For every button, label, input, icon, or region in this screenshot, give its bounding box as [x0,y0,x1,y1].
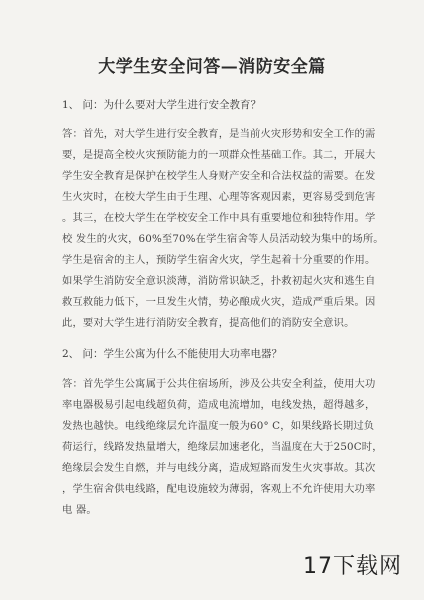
answer-2-line: 答：首先学生公寓属于公共住宿场所，涉及公共安全利益，使用大功 [62,378,376,390]
answer-1-line: 生火灾时，在校大学生由于生理、心理等客观因素，更容易受到危害 [62,191,376,203]
answer-1-line: 救互救能力低下，一旦发生火情，势必酿成火灾，造成严重后果。因 [62,296,376,308]
answer-1-line: 学生安全教育是保护在校学生人身财产安全和合法权益的需要。在发 [62,170,376,182]
watermark: 17下载网 [303,554,402,579]
answer-2-line: 发热也越快。电线绝缘层允许温度一般为60° C，如果线路长期过负 [62,420,375,432]
answer-2-line: 电 器。 [62,504,97,516]
answer-2-line: 率电器极易引起电线超负荷，造成电流增加，电线发热，超得越多， [62,399,376,411]
answer-1-line: 答：首先，对大学生进行安全教育，是当前火灾形势和安全工作的需 [62,128,376,140]
question-1: 1、 问：为什么要对大学生进行安全教育？ [62,99,262,111]
answer-1-line: 校 发生的火灾，60%至70%在学生宿舍等人员活动较为集中的场所。 [62,233,384,245]
answer-1-line: 。其三，在校大学生在学校安全工作中具有重要地位和独特作用。学 [62,212,376,224]
answer-2-line: ，学生宿舍供电线路，配电设施较为薄弱，客观上不允许使用大功率 [62,483,376,495]
answer-1-line: 此，要对大学生进行消防安全教育，提高他们的消防安全意识。 [62,317,355,329]
answer-1-line: 要，是提高全校火灾预防能力的一项群众性基础工作。其二，开展大 [62,149,376,161]
answer-1-line: 学生是宿舍的主人，预防学生宿舍火灾，学生起着十分重要的作用。 [62,254,376,266]
answer-1-line: 如果学生消防安全意识淡薄，消防常识缺乏，扑救初起火灾和逃生自 [62,275,376,287]
question-2: 2、 问：学生公寓为什么不能使用大功率电器？ [62,348,283,360]
answer-2-line: 荷运行，线路发热量增大，绝缘层加速老化，当温度在大于250C时， [62,441,383,453]
answer-2-line: 绝缘层会发生自燃，并与电线分离，造成短路而发生火灾事故。其次 [62,462,376,474]
page-title: 大学生安全问答—消防安全篇 [98,57,326,77]
